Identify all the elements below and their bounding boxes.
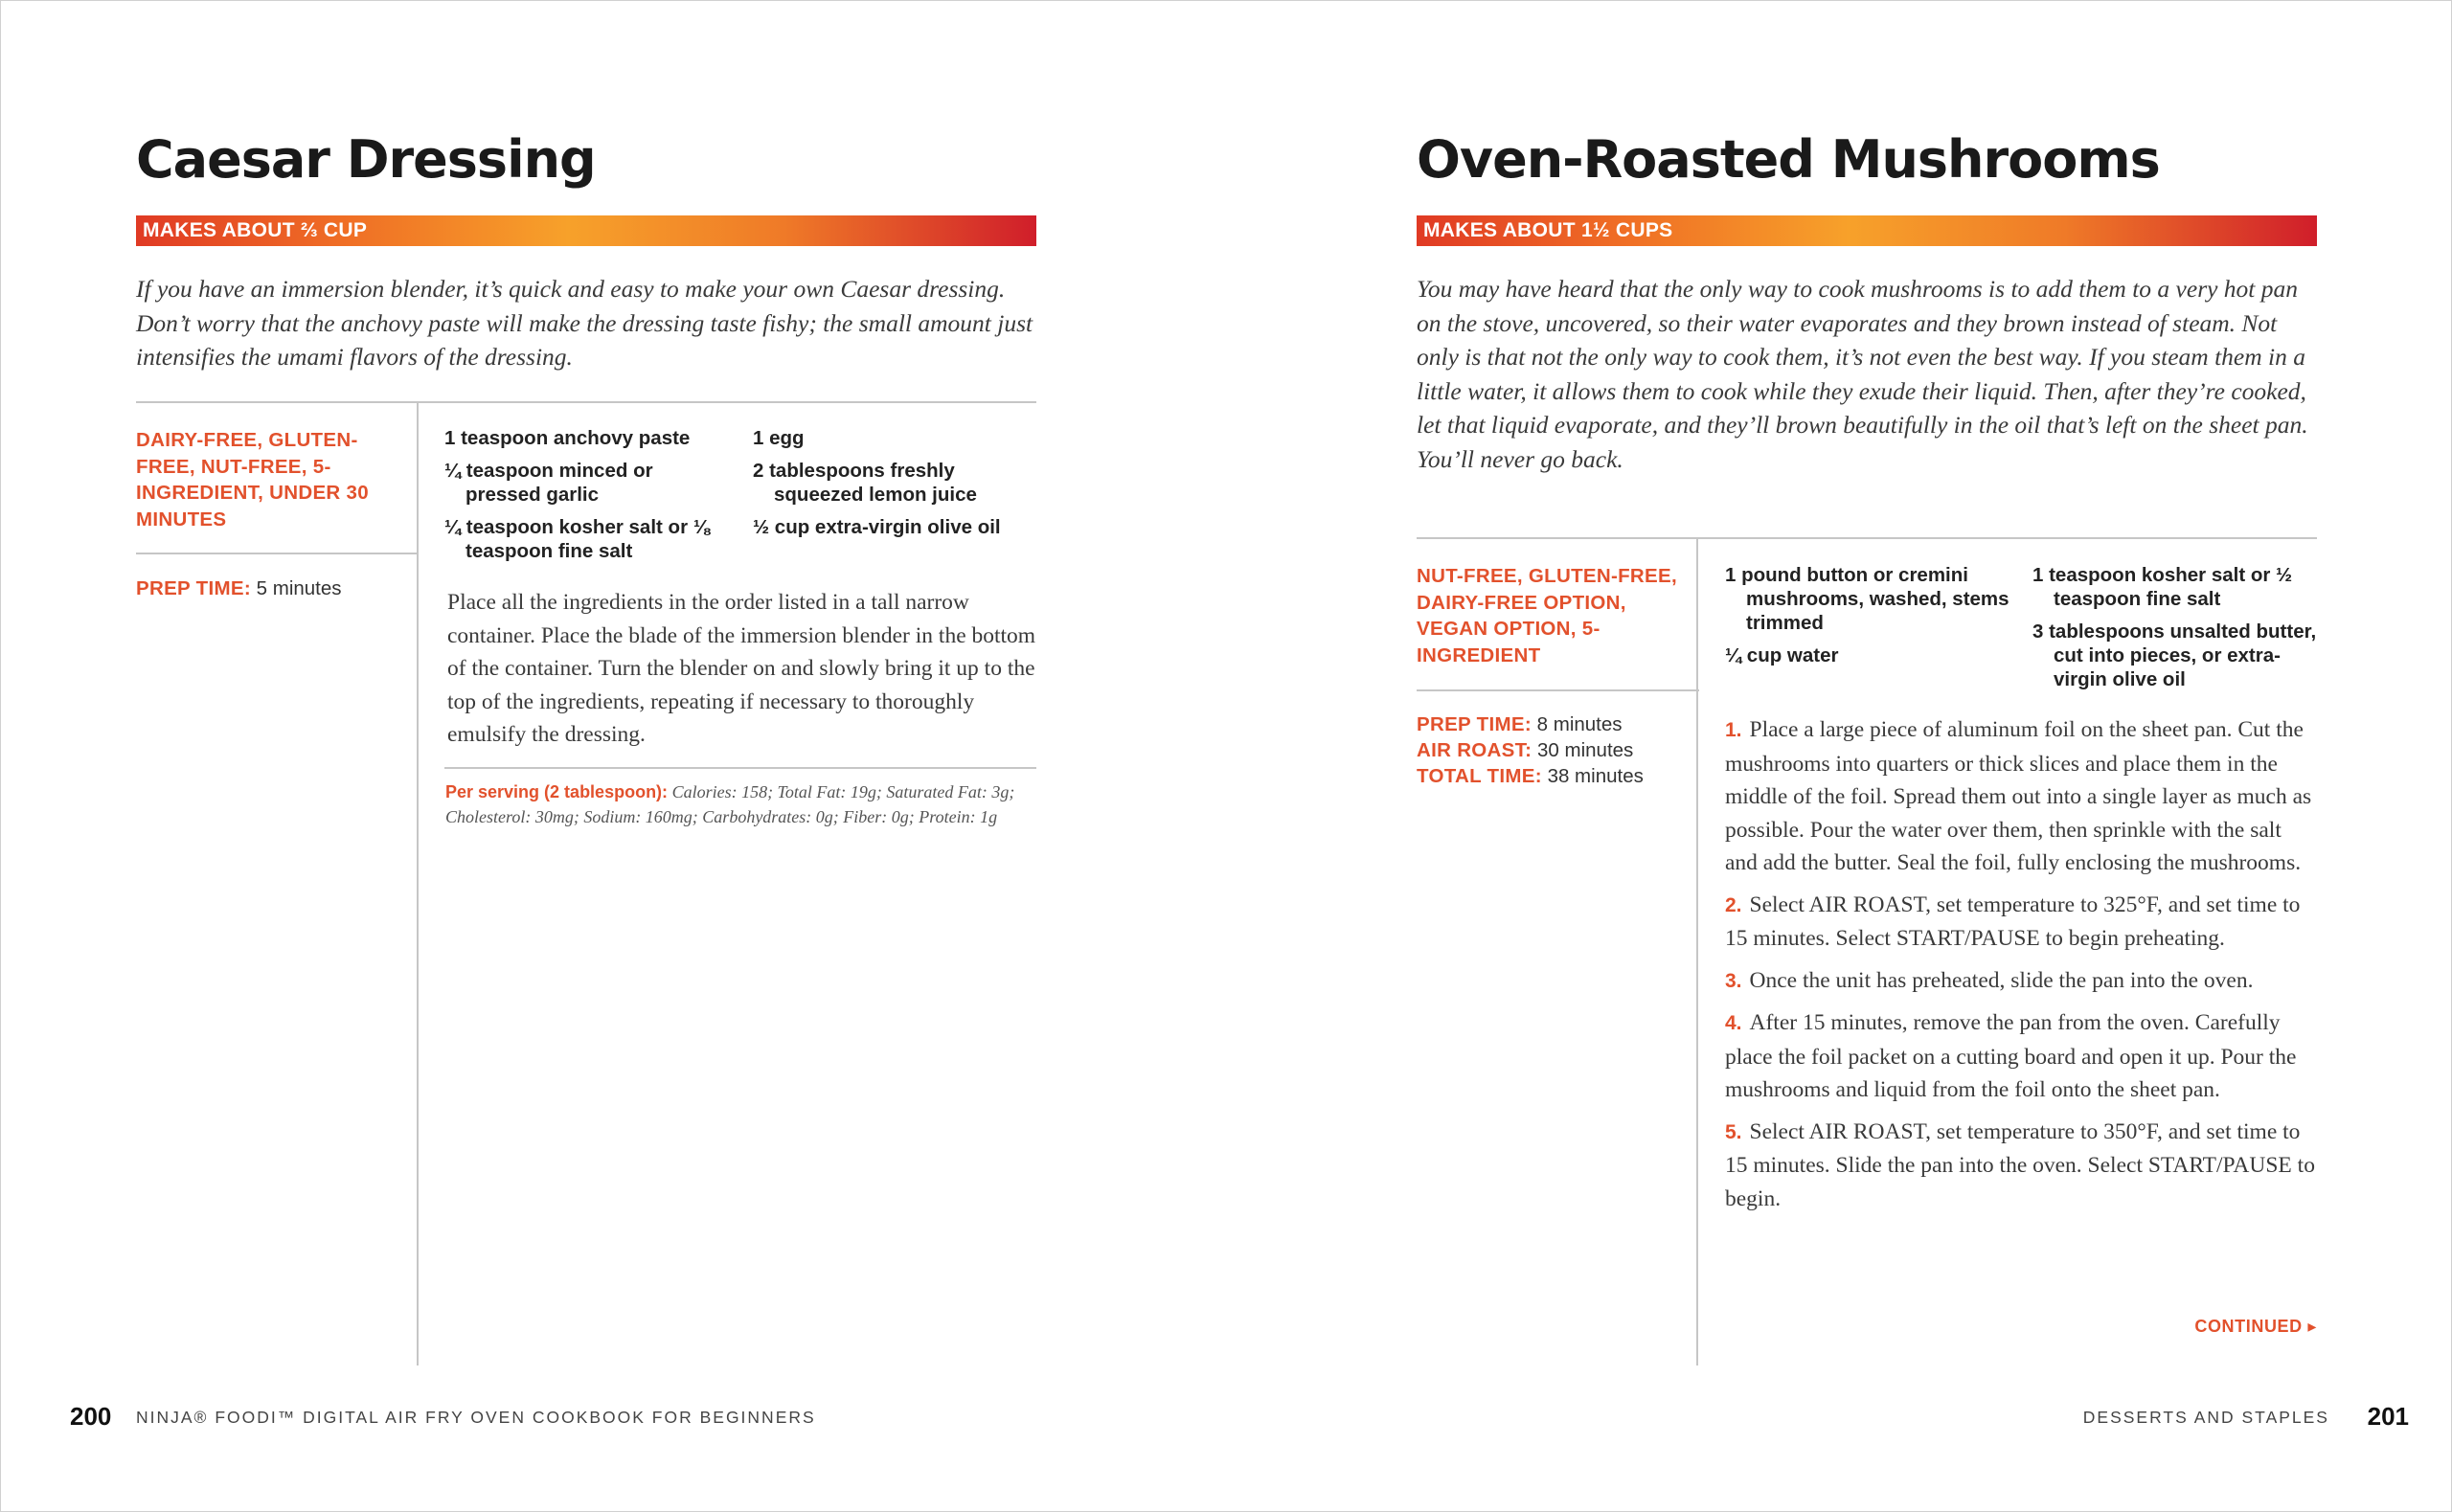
- recipe-title: Oven-Roasted Mushrooms: [1417, 129, 2160, 190]
- divider: [136, 401, 1036, 403]
- ingredient: 2 tablespoons freshly squeezed lemon juice: [753, 460, 977, 506]
- ingredient: 3 tablespoons unsalted butter, cut into pieces, or extra-virgin olive oil: [2032, 621, 2317, 690]
- running-head: NINJA® FOODI™ DIGITAL AIR FRY OVEN COOKBOOK FOR BEGINNERS: [136, 1408, 816, 1427]
- ingredients-column-1: [1725, 563, 2012, 676]
- air-roast-time: AIR ROAST: 30 minutes: [1417, 739, 1634, 761]
- method-step: 4. After 15 minutes, remove the pan from the oven. Carefully place the foil packet on a cutting board and open it up. Pour the mushrooms and liquid from the foil onto the sheet pan.: [1725, 1010, 2297, 1102]
- divider: [136, 553, 419, 554]
- method-step: 1. Place a large piece of aluminum foil on the sheet pan. Cut the mushrooms into quarters or thick slices and place them in the middle of the foil. Spread them out into a single layer as much as possible. Pour the water over them, then sprinkle with the salt and add the butter. Seal the foil, fully enclosing the mushrooms.: [1725, 717, 2312, 875]
- ingredient: ½ cup extra-virgin olive oil: [753, 516, 1001, 538]
- running-head: DESSERTS AND STAPLES: [2082, 1408, 2329, 1427]
- time-info: [136, 575, 404, 601]
- diet-tags: NUT-FREE, GLUTEN-FREE, DAIRY-FREE OPTION, VEGAN OPTION, 5-INGREDIENT: [1417, 565, 1677, 666]
- ingredient: 1 teaspoon kosher salt or ½ teaspoon fine salt: [2032, 564, 2293, 610]
- yield-banner: MAKES ABOUT ⅔ CUP: [136, 215, 1036, 246]
- ingredient: ¼ cup water: [1725, 644, 1839, 666]
- total-time: TOTAL TIME: 38 minutes: [1417, 765, 1644, 787]
- divider: [444, 767, 1036, 769]
- ingredient: 1 pound button or cremini mushrooms, washed, stems trimmed: [1725, 564, 2009, 634]
- divider: [1417, 689, 1699, 691]
- recipe-intro: If you have an immersion blender, it’s quick and easy to make your own Caesar dressing. Don’t worry that the anchovy paste will make the dressing taste fishy; the small amount just intensifies the umami flavors of the dressing.: [136, 275, 1033, 371]
- prep-time: PREP TIME: 8 minutes: [1417, 713, 1623, 735]
- method-step: 2. Select AIR ROAST, set temperature to 325°F, and set time to 15 minutes. Select START/PAUSE to begin preheating.: [1725, 891, 2301, 951]
- ingredient: ¼ teaspoon kosher salt or ⅛ teaspoon fine salt: [444, 516, 710, 562]
- prep-time: PREP TIME: 5 minutes: [136, 577, 342, 599]
- yield-banner: MAKES ABOUT 1½ CUPS: [1417, 215, 2317, 246]
- method-step: 5. Select AIR ROAST, set temperature to 350°F, and set time to 15 minutes. Slide the pan into the oven. Select START/PAUSE to begin.: [1725, 1118, 2315, 1211]
- column-divider: [1696, 539, 1698, 1365]
- method-text: Place all the ingredients in the order listed in a tall narrow container. Place the blade of the immersion blender in the bottom of the container. Turn the blender on and slowly bring it up to the top of the ingredients, repeating if necessary to thoroughly emulsify the dressing.: [447, 590, 1036, 747]
- ingredient: ¼ teaspoon minced or pressed garlic: [444, 460, 653, 506]
- column-divider: [417, 403, 419, 1365]
- divider: [1417, 537, 2317, 539]
- method-step: 3. Once the unit has preheated, slide the pan into the oven.: [1725, 967, 2254, 993]
- page-number: 200: [70, 1402, 112, 1431]
- ingredient: 1 egg: [753, 427, 805, 449]
- page-number: 201: [2367, 1402, 2409, 1431]
- continued-link: CONTINUED ▸: [2194, 1317, 2317, 1336]
- recipe-intro: You may have heard that the only way to cook mushrooms is to add them to a very hot pan on the stove, uncovered, so their water evaporates and they brown instead of steam. Not only is that not the only way to cook them, it’s not even the best way. If you steam them in a little water, it allows them to cook while they exude their liquid. Then, after they’re cooked, let that liquid evaporate, and they’ll brown beautifully in the oil that’s left on the sheet pan. You’ll never go back.: [1417, 275, 2308, 473]
- ingredients-column-2: [753, 426, 1036, 548]
- time-info: [1417, 711, 1685, 789]
- nutrition-info: Per serving (2 tablespoon): Calories: 158; Total Fat: 19g; Saturated Fat: 3g; Cholesterol: 30mg; Sodium: 160mg; Carbohydrates: 0g; Fiber: 0g; Protein: 1g: [445, 782, 1015, 826]
- method-steps: [1725, 713, 2317, 1224]
- ingredient: 1 teaspoon anchovy paste: [444, 427, 691, 449]
- diet-tags: DAIRY-FREE, GLUTEN-FREE, NUT-FREE, 5-INGREDIENT, UNDER 30 MINUTES: [136, 429, 369, 530]
- ingredients-column-1: [444, 426, 732, 572]
- ingredients-column-2: [2032, 563, 2317, 700]
- recipe-title: Caesar Dressing: [136, 129, 596, 190]
